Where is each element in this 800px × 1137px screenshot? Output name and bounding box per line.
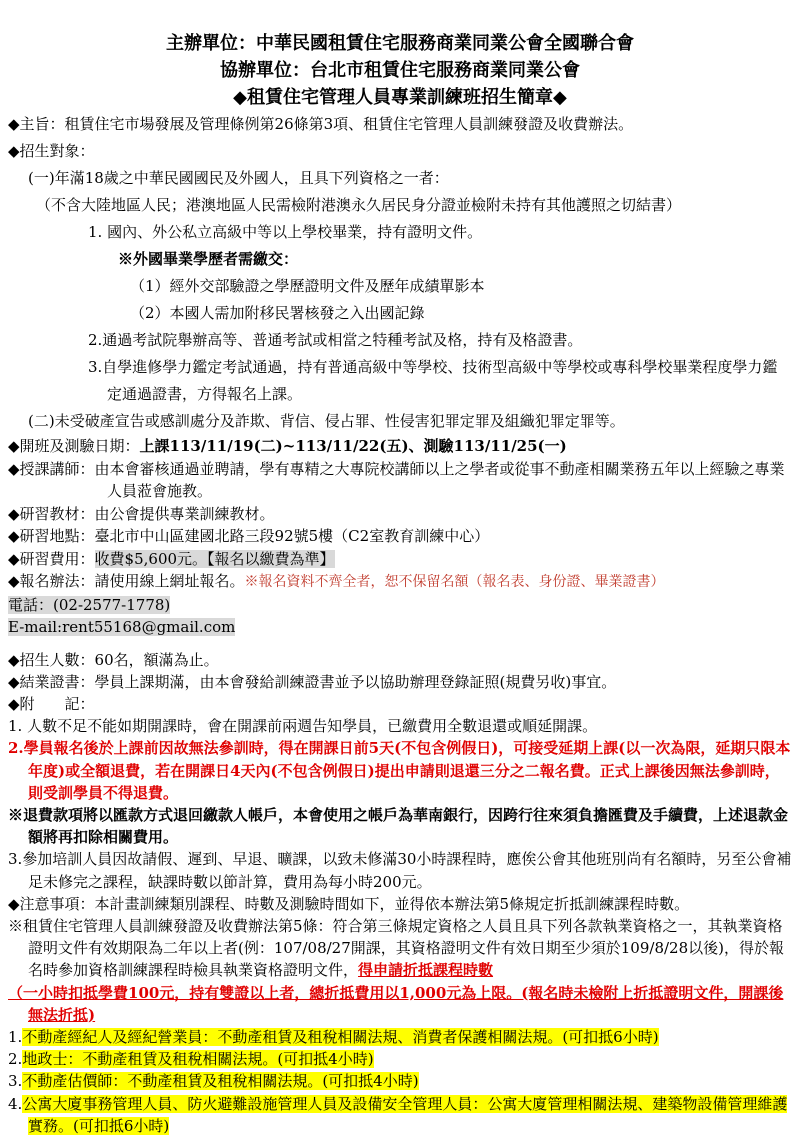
certificate-line: ◆結業證書：學員上課期滿，由本會發給訓練證書並予以協助辦理登錄証照(規費另收)事宜。 — [8, 672, 617, 691]
qualification-1: 1. 國內、外公私立高級中等以上學校畢業，持有證明文件。 — [88, 223, 483, 241]
credit-item-text: 公寓大廈事務管理人員、防火避難設施管理人員及設備安全管理人員：公寓大廈管理相關法規、建築物設備管理維護實務。(可扣抵6小時) — [22, 1094, 788, 1135]
credit-item-2 — [8, 1048, 792, 1070]
credit-item-number: 4. — [8, 1094, 23, 1113]
eligibility-item-1: (一)年滿18歲之中華民國國民及外國人，且具下列資格之一者： — [28, 169, 449, 187]
phone-line — [8, 594, 792, 617]
co-organizer-line: 協辦單位：台北市租賃住宅服務商業同業公會 — [220, 60, 580, 81]
credit-item-4 — [8, 1093, 792, 1137]
credit-item-text: 不動產估價師：不動產租賃及租稅相關法規。(可扣抵4小時) — [22, 1072, 419, 1091]
qualification-2: 2.通過考試院舉辦高等、普通考試或相當之特種考試及格，持有及格證書。 — [88, 331, 583, 349]
email-line — [8, 616, 792, 639]
rule5-paragraph — [8, 915, 792, 982]
eligibility-section — [8, 111, 792, 435]
note-2-refund-policy: 2.學員報名後於上課前因故無法參訓時，得在開課日前5天(不包含例假日)，可接受延期上課(以一次為限，延期只限本年度)或全額退費，若在開課日4天內(不包含例假日)提出申請則退還三分之二報名費。正式上課後因無法參訓時，則受訓學員不得退費。 — [8, 739, 791, 802]
fee-value-highlight: 收費$5,600元。【報名以繳費為準】 — [94, 549, 335, 568]
credit-item-number: 3. — [8, 1072, 23, 1091]
foreign-doc-2: （2）本國人需加附移民署核發之入出國記錄 — [130, 304, 425, 322]
foreign-doc-1: （1）經外交部驗證之學歷證明文件及歷年成績單影本 — [130, 277, 485, 295]
course-info-section — [8, 435, 792, 639]
materials-line: ◆研習教材：由公會提供專業訓練教材。 — [8, 504, 275, 523]
rule5-deduction-detail: （一小時扣抵學費100元，持有雙證以上者，總折抵費用以1,000元為上限。(報名時未檢附上折抵證明文件，開課後無法折抵) — [8, 983, 784, 1024]
fee-label: ◆研習費用： — [8, 549, 95, 568]
notes-heading: ◆附 記： — [8, 694, 95, 713]
instructor-line: ◆授課講師：由本會審核通過並聘請，學有專精之大專院校講師以上之學者或從事不動產相關業務五年以上經驗之專業人員蒞會施教。 — [8, 459, 785, 500]
notes-section — [8, 649, 792, 1137]
phone-value: 電話：(02-2577-1778) — [8, 595, 171, 614]
doc-title: ◆租賃住宅管理人員專業訓練班招生簡章◆ — [233, 87, 567, 108]
registration-label: ◆報名辦法：請使用線上網址報名。 — [8, 572, 245, 590]
schedule-label: ◆開班及測驗日期： — [8, 437, 140, 455]
residency-note: （不含大陸地區人民；港澳地區人民需檢附港澳永久居民身分證並檢附未持有其他護照之切結書） — [36, 196, 682, 214]
refund-method-note: ※退費款項將以匯款方式退回繳款人帳戶，本會使用之帳戶為華南銀行，因跨行往來須負擔匯費及手續費，上述退款金額將再扣除相關費用。 — [8, 805, 789, 847]
note-1: 1. 人數不足不能如期開課時，會在開課前兩週告知學員，已繳費用全數退還或順延開課。 — [8, 717, 598, 736]
purpose-line: ◆主旨：租賃住宅市場發展及管理條例第26條第3項、租賃住宅管理人員訓練發證及收費辦法。 — [8, 115, 634, 133]
credit-item-1 — [8, 1026, 792, 1048]
attention-line: ◆注意事項：本計畫訓練類別課程、時數及測驗時間如下，並得依本辦法第5條規定折抵訓練課程時數。 — [8, 894, 690, 913]
schedule-line — [8, 435, 792, 458]
recruit-target-heading: ◆招生對象： — [8, 142, 95, 160]
fee-line — [8, 548, 792, 571]
rule5-deduction-highlight: 得申請折抵課程時數 — [358, 961, 494, 980]
credit-item-text: 不動產經紀人及經紀營業員：不動產租賃及租稅相關法規、消費者保護相關法規。(可扣抵6小時) — [22, 1027, 659, 1046]
credit-item-text: 地政士：不動產租賃及租稅相關法規。(可扣抵4小時) — [22, 1050, 374, 1069]
registration-line — [8, 570, 792, 594]
location-line: ◆研習地點：臺北市中山區建國北路三段92號5樓（C2室教育訓練中心） — [8, 527, 490, 545]
quota-line: ◆招生人數：60名，額滿為止。 — [8, 650, 219, 669]
note-3-makeup-class: 3.參加培訓人員因故請假、遲到、早退、曠課，以致未修滿30小時課程時，應俟公會其他班別尚有名額時，另至公會補足未修完之課程，缺課時數以節計算，費用為每小時200元。 — [8, 850, 792, 891]
eligibility-item-2: (二)未受破產宣告或感訓處分及詐欺、背信、侵占罪、性侵害犯罪定罪及組織犯罪定罪等。 — [28, 412, 625, 430]
organizer-line: 主辦單位：中華民國租賃住宅服務商業同業公會全國聯合會 — [166, 33, 634, 54]
credit-item-number: 1. — [8, 1027, 23, 1046]
qualification-3: 3.自學進修學力鑑定考試通過，持有普通高級中等學校、技術型高級中等學校或專科學校畢業程度學力鑑定通過證書，方得報名上課。 — [88, 358, 778, 403]
registration-warning: ※報名資料不齊全者，恕不保留名額（報名表、身份證、畢業證書） — [244, 574, 665, 590]
email-value: E-mail:rent55168@gmail.com — [8, 618, 236, 636]
foreign-grad-heading: ※外國畢業學歷者需繳交： — [118, 250, 299, 268]
credit-item-3 — [8, 1070, 792, 1092]
credit-item-number: 2. — [8, 1050, 23, 1069]
schedule-value: 上課113/11/19(二)~113/11/22(五)、測驗113/11/25(一) — [139, 437, 567, 455]
rule5-body: ※租賃住宅管理人員訓練發證及收費辦法第5條：符合第三條規定資格之人員且具下列各款執業資格之一，其執業資格證明文件有效期限為二年以上者(例：107/08/27開課，其資格證明文件有效日期至少須於109/8/28以後)，得於報名時參加資格訓練課程時檢具執業資格證明文件， — [8, 916, 784, 980]
